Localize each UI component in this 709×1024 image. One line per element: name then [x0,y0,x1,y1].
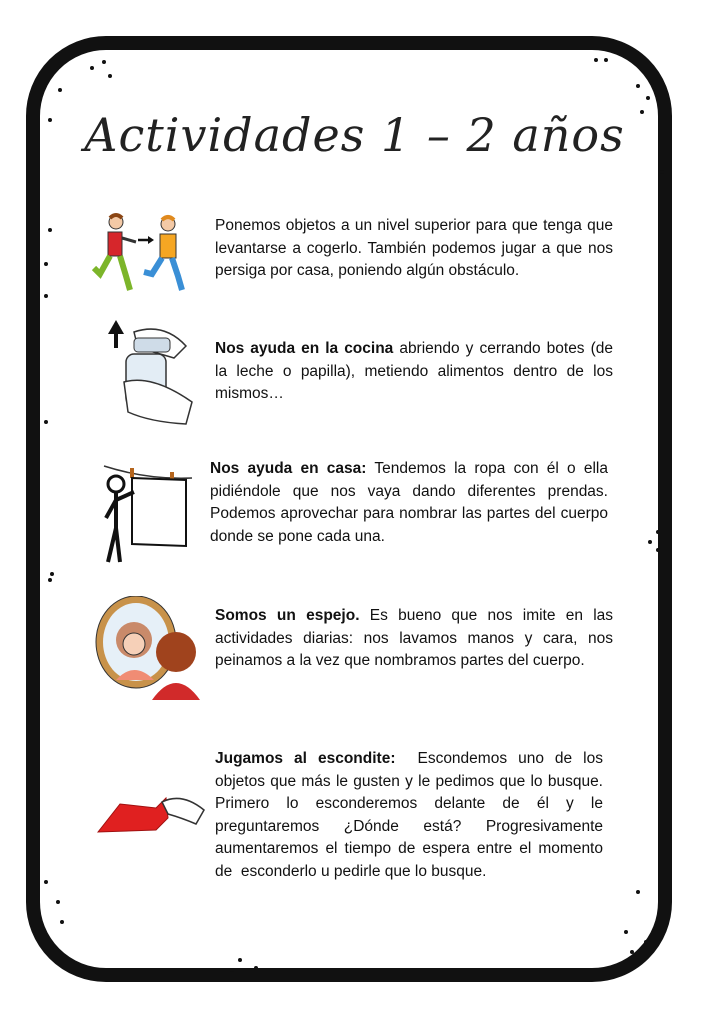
children-running-icon [92,212,192,294]
activity-3-text: Nos ayuda en casa: Tendemos la ropa con él o ella pidiéndole que nos vaya dando diferentes prendas. Podemos aprovechar para nombrar las partes del cuerpo donde se pone cada una. [210,460,608,545]
activity-1-text: Ponemos objetos a un nivel superior para que tenga que levantarse a cogerlo. También podemos jugar a que nos persiga por casa, poniendo algún obstáculo. [215,217,613,279]
page-title: Actividades 1 – 2 años [84,108,625,162]
hanging-laundry-icon [98,458,194,566]
activity-5-text: Jugamos al escondite: Escondemos uno de los objetos que más le gusten y le pedimos que lo busque. Primero lo esconderemos delante de él y le preguntaremos ¿Dónde está? Progresivamente aumentaremos el tiempo de espera entre el momento de esconderlo u pedirle que lo busque. [215,750,608,880]
activity-4-text: Somos un espejo. Es bueno que nos imite en las actividades diarias: nos lavamos manos y cara, nos peinamos a la vez que nombramos partes del cuerpo. [215,607,614,669]
activity-2-text: Nos ayuda en la cocina abriendo y cerrando botes (de la leche o papilla), metiendo alimentos dentro de los mismos… [215,340,613,402]
mirror-icon [92,596,200,700]
opening-jar-icon [104,318,196,430]
hidden-object-icon [96,784,206,840]
